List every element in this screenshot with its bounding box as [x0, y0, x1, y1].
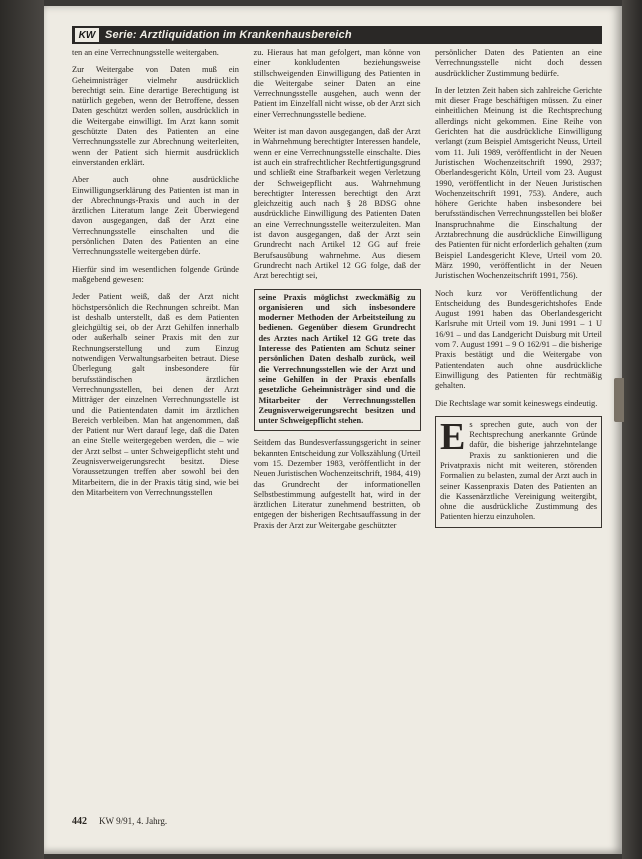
page-footer: [72, 816, 167, 827]
book-spine-shadow: [0, 0, 44, 859]
column-2: [254, 48, 421, 808]
paragraph: Seitdem das Bundesverfassungsgericht in seiner bekannten Entscheidung zur Volkszählung (Urteil vom 15. Dezember 1983, veröffentlicht in der Neuen Juristischen Wochenzeitschrift, 1984, 419) das Grundrecht der informationellen Selbstbestimmung aufgestellt hat, wird in der ärztlichen Literatur zunehmend bestritten, ob entgegen der bisherigen Rechtsauffassung in der Praxis der Arzt zur Weitergabe geschützter: [253, 438, 421, 530]
text-columns: [72, 48, 602, 808]
issue-info: KW 9/91, 4. Jahrg.: [99, 816, 168, 826]
paragraph: Die Rechtslage war somit keineswegs eindeutig.: [435, 398, 598, 408]
summary-box: [435, 416, 602, 528]
running-header: [72, 26, 602, 44]
column-1: [72, 48, 239, 808]
paragraph: zu. Hieraus hat man gefolgert, man könne von einer konkludenten beziehungsweise stillschweigenden Einwilligung des Patienten in die Weitergabe seiner Daten an eine Verrechnungsstelle ausgehen, auch wenn der Patient im Einzelfall nicht wisse, ob der Arzt sich einer Verrechnungsstelle bediene.: [253, 48, 421, 119]
page-tab-marker: [614, 378, 624, 422]
paragraph: persönlicher Daten des Patienten an eine Verrechnungsstelle nicht doch dessen ausdrücklicher Zustimmung bedürfe.: [435, 48, 602, 78]
header-title: Serie: Arztliquidation im Krankenhausbereich: [105, 29, 352, 41]
journal-logo: KW: [75, 28, 99, 42]
highlighted-text: seine Praxis möglichst zweckmäßig zu organisieren und sich insbesondere moderner Methoden der Arbeitsteilung zu bedienen. Gegenüber diesem Grundrecht des Arztes nach Artikel 12 GG trete das Interesse des Patienten am Schutz seiner persönlichen Daten deshalb zurück, weil die Verrechnungsstellen wie der Arzt und seine Gehilfen in der Praxis ebenfalls gesetzliche Geheimnisträger sind und die Mitarbeiter der Verrechnungsstellen Zeugnisverweigerungsrecht besitzen und unter Schweigepflicht stehen.: [258, 292, 416, 426]
paragraph: ten an eine Verrechnungsstelle weitergaben.: [72, 48, 219, 57]
paragraph: Weiter ist man davon ausgegangen, daß der Arzt in Wahrnehmung berechtigter Interessen handele, wenn er eine Verrechnungsstelle einschalte. Dies ist auch ein strafrechtlicher Rechtfertigungsgrund und schließt eine Strafbarkeit wegen Verletzung der Schweigepflicht aus. Wahrnehmung berechtigter Interessen berechtigt den Arzt gleichzeitig auch nach § 28 BDSG ohne ausdrückliche Einwilligung des Patienten Daten an eine Verrechnungsstelle weiterzuleiten. Man ist davon ausgegangen, daß der Arzt sein Grundrecht nach Artikel 12 GG auf freie Berufsausübung wahrnehme. Aus diesem Grundrecht nach Artikel 12 GG folge, daß der Arzt berechtigt sei,: [253, 127, 421, 281]
page-edge-shadow: [622, 0, 642, 859]
document-page: [44, 6, 622, 854]
paragraph: Hierfür sind im wesentlichen folgende Gründe maßgebend gewesen:: [72, 264, 239, 284]
paragraph: Noch kurz vor Veröffentlichung der Entscheidung des Bundesgerichtshofes Ende August 1991 haben das Oberlandesgericht Karlsruhe mit Urteil vom 19. Juni 1991 – 1 U 16/91 – und das Landgericht Duisburg mit Urteil vom 7. August 1991 – 9 O 162/91 – die bisherige Praxis bestätigt und die Weitergabe von Patientendaten auch ohne ausdrückliche Einwilligung des Patienten für rechtmäßig gehalten.: [435, 288, 602, 391]
page-number: 442: [72, 816, 87, 827]
highlighted-passage: [254, 289, 421, 432]
summary-text: s sprechen gute, auch von der Rechtsprechung anerkannte Gründe dafür, die bisherige jahrzehntelange Praxis zu sanktionieren und die Privatpraxis nicht mit weiteren, störenden Formalien zu belasten, zumal der Arzt auch in seiner Kassenpraxis Daten des Patienten an die Kassenärztliche Vereinigung weitergibt, ohne die ausdrückliche Zustimmung des Patienten hierzu einzuholen.: [440, 419, 597, 522]
paragraph: Jeder Patient weiß, daß der Arzt nicht höchstpersönlich die Rechnungen schreibt. Man ist deshalb unterstellt, daß es dem Patienten gleichgültig sei, ob der Arzt Gehilfen innerhalb oder außerhalb seiner Praxis mit den zur Rechnungserstellung und zum Einzug notwendigen Verwaltungsarbeiten betraut. Diese Überlegung galt insbesondere für berufsständischen ärztlichen Verrechnungsstellen, bei denen der Arzt Mitträger der einzelnen Verrechnungsstelle ist und die Patientendaten damit im ärztlichen Bereich verbleiben. Man hat angenommen, daß der Patient nur Wert darauf lege, daß die Daten an eine Stelle weitergegeben werden, die – wie der Arzt selbst – unter Schweigepflicht steht und Zeugnisverweigerungsrecht besitzt. Diese Voraussetzungen treffen aber sowohl bei den Mitarbeitern, die in der Praxis tätig sind, wie bei den Mitarbeitern von Verrechnungsstellen: [72, 292, 239, 497]
paragraph: In der letzten Zeit haben sich zahlreiche Gerichte mit dieser Frage beschäftigen müssen. Zu einer einheitlichen Meinung ist die Rechtsprechung allerdings nicht gekommen. Eine Reihe von Gerichten hat die ausdrückliche Einwilligung verlangt (zum Beispiel Amtsgericht Neuss, Urteil vom 11. Juli 1989, veröffentlicht in der Neuen Juristischen Wochenzeitschrift 1990, 2937; Oberlandesgericht Köln, Urteil vom 23. August 1990, veröffentlicht in der Neuen Juristischen Wochenzeitschrift 1991, 753). Andere, auch höhere Gerichte haben insbesondere bei berufsständischen Verrechnungsstellen bei bloßer Inanspruchnahme die Einschaltung der Arztabrechnung die ausdrückliche Einwilligung des Patienten für nicht erforderlich gehalten (zum Beispiel Landesgericht Kleve, Urteil vom 20. März 1990, veröffentlicht in der Neuen Juristischen Wochenzeitschrift 1991, 756).: [435, 85, 602, 281]
paragraph: Zur Weitergabe von Daten muß ein Geheimnisträger vielmehr ausdrücklich berechtigt sein. Eine derartige Berechtigung ist natürlich gegeben, wenn der Betroffene, dessen Daten geschützt werden sollen, ausdrücklich in die Weitergabe einwilligt. Im Arzt kann somit geschützte Daten des Patienten an eine Verrechnungsstelle zur Abrechnung weiterleiten, wenn der Patient sich hiermit ausdrücklich einverstanden erklärt.: [72, 65, 239, 167]
paragraph: Aber auch ohne ausdrückliche Einwilligungserklärung des Patienten ist man in der Abrechnungs-Praxis und auch in der ärztlichen Literatum lange Zeit Überwiegend davon ausgegangen, daß der Arzt eine Verrechnungsstelle einschalten und die persönlichen Daten des Patienten an eine Verrechnungsstelle weitergeben dürfe.: [72, 175, 239, 257]
drop-cap: E: [440, 415, 466, 458]
column-3: [435, 48, 602, 808]
